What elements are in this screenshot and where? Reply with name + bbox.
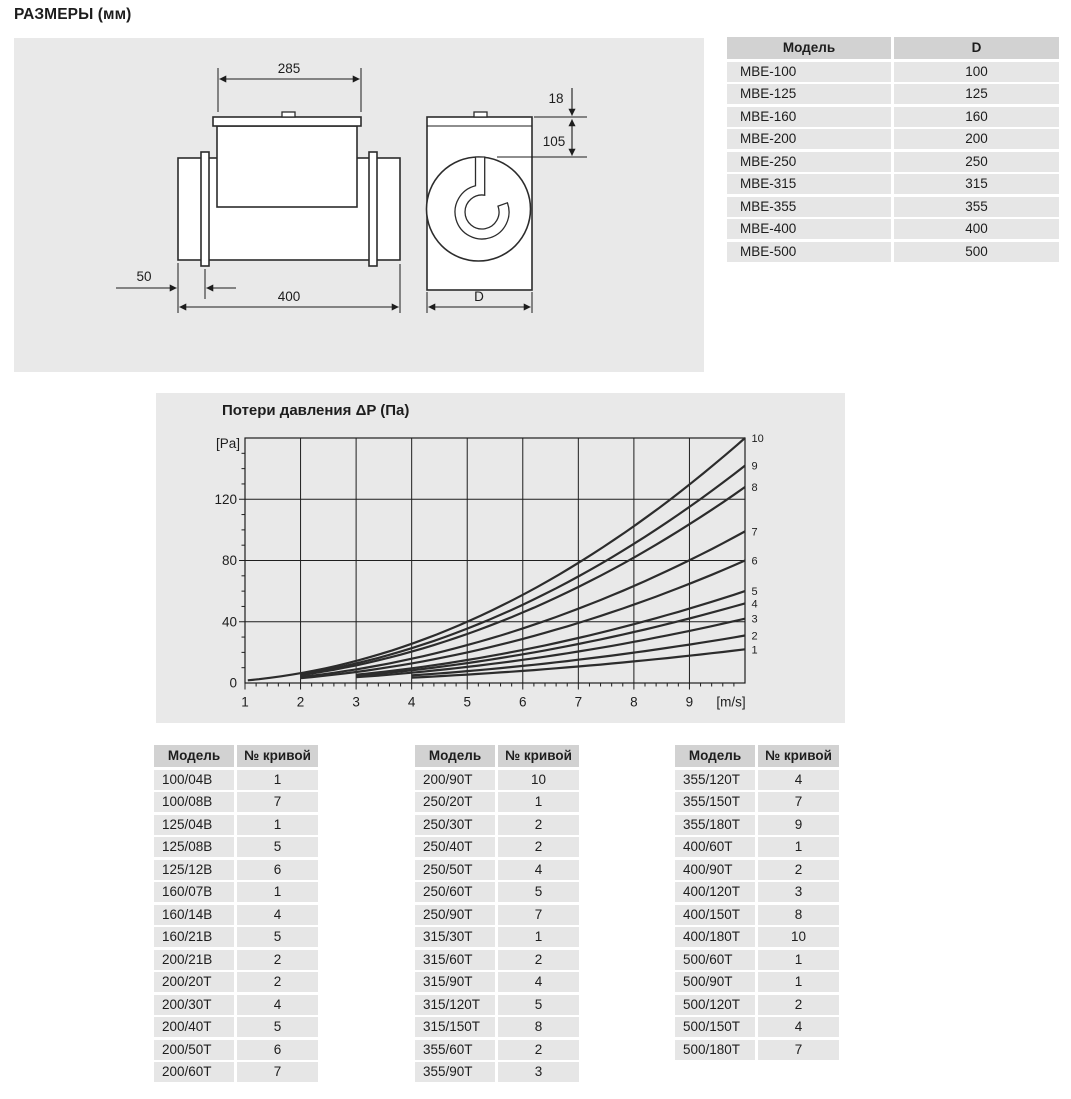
table-row — [675, 1017, 840, 1037]
lid-knob — [282, 112, 295, 117]
model-cell: 355/60Т — [415, 1040, 495, 1060]
column-header: № кривой — [498, 745, 579, 767]
model-cell: 200/21В — [154, 950, 234, 970]
curve-label-10: 10 — [751, 433, 764, 445]
value-cell: 1 — [237, 882, 318, 902]
value-cell: 400 — [894, 219, 1059, 239]
model-cell: 315/90Т — [415, 972, 495, 992]
value-cell: 1 — [498, 927, 579, 947]
value-cell: 355 — [894, 197, 1059, 217]
column-header: Модель — [675, 745, 755, 767]
value-cell: 2 — [498, 815, 579, 835]
value-cell: 1 — [758, 972, 839, 992]
model-cell: 400/150Т — [675, 905, 755, 925]
table-row — [675, 905, 840, 925]
table-row — [727, 84, 1059, 104]
curve-table-2 — [415, 745, 579, 1082]
model-cell: 160/14В — [154, 905, 234, 925]
column-header: Модель — [154, 745, 234, 767]
value-cell: 1 — [237, 815, 318, 835]
table-row — [675, 882, 840, 902]
model-cell: МВЕ-315 — [727, 174, 891, 194]
model-cell: 100/04В — [154, 770, 234, 790]
table-row — [415, 905, 579, 925]
table-row — [154, 815, 318, 835]
curve-label-8: 8 — [751, 482, 758, 494]
curve-label-1: 1 — [751, 644, 758, 657]
value-cell: 7 — [237, 1062, 318, 1082]
table-row — [675, 815, 840, 835]
value-cell: 200 — [894, 129, 1059, 149]
value-cell: 7 — [498, 905, 579, 925]
model-cell: 400/90Т — [675, 860, 755, 880]
model-cell: 355/150Т — [675, 792, 755, 812]
dimension-label-105: 105 — [542, 134, 566, 149]
dimension-label-285: 285 — [277, 61, 301, 76]
model-cell: 200/50Т — [154, 1040, 234, 1060]
model-cell: 315/60Т — [415, 950, 495, 970]
value-cell: 5 — [237, 837, 318, 857]
model-cell: 160/21В — [154, 927, 234, 947]
value-cell: 4 — [498, 860, 579, 880]
model-cell: 355/120Т — [675, 770, 755, 790]
table-row — [727, 152, 1059, 172]
table-header-row — [154, 745, 318, 767]
curve-label-5: 5 — [751, 586, 758, 599]
x-tick-label: 1 — [241, 694, 249, 710]
pressure-curve-10 — [248, 438, 745, 680]
value-cell: 10 — [498, 770, 579, 790]
dimension-label-50: 50 — [136, 269, 152, 284]
table-row — [727, 197, 1059, 217]
table-row — [415, 927, 579, 947]
y-tick-label: 80 — [221, 553, 237, 569]
model-cell: 500/120Т — [675, 995, 755, 1015]
chart-title: Потери давления ΔP (Па) — [222, 402, 410, 419]
x-axis-unit-label: [m/s] — [716, 694, 746, 710]
value-cell: 1 — [237, 770, 318, 790]
curve-label-4: 4 — [751, 598, 758, 611]
value-cell: 1 — [758, 950, 839, 970]
model-cell: 500/90Т — [675, 972, 755, 992]
x-tick-label: 7 — [574, 694, 583, 710]
value-cell: 250 — [894, 152, 1059, 172]
model-diameter-table — [727, 37, 1059, 262]
table-row — [154, 792, 318, 812]
dimension-label-18: 18 — [548, 91, 564, 106]
model-cell: 250/60Т — [415, 882, 495, 902]
y-tick-label: 0 — [229, 675, 237, 691]
model-cell: 315/30Т — [415, 927, 495, 947]
value-cell: 5 — [498, 995, 579, 1015]
table-row — [154, 972, 318, 992]
curve-label-7: 7 — [751, 526, 758, 539]
table-row — [154, 950, 318, 970]
table-row — [675, 770, 840, 790]
table-row — [415, 815, 579, 835]
table-row — [154, 837, 318, 857]
x-tick-label: 5 — [463, 694, 471, 710]
table-row — [675, 995, 840, 1015]
model-cell: 250/40Т — [415, 837, 495, 857]
value-cell: 2 — [498, 1040, 579, 1060]
model-cell: 100/08В — [154, 792, 234, 812]
value-cell: 6 — [237, 1040, 318, 1060]
model-cell: 400/120Т — [675, 882, 755, 902]
table-row — [154, 995, 318, 1015]
column-header: № кривой — [758, 745, 839, 767]
model-cell: МВЕ-500 — [727, 242, 891, 262]
x-tick-label: 9 — [685, 694, 694, 710]
model-cell: 125/12В — [154, 860, 234, 880]
table-row — [154, 860, 318, 880]
table-row — [415, 995, 579, 1015]
model-cell: 160/07В — [154, 882, 234, 902]
value-cell: 4 — [498, 972, 579, 992]
model-cell: МВЕ-400 — [727, 219, 891, 239]
model-cell: 125/08В — [154, 837, 234, 857]
value-cell: 2 — [237, 950, 318, 970]
curve-table-1 — [154, 745, 318, 1082]
value-cell: 315 — [894, 174, 1059, 194]
x-tick-label: 3 — [352, 694, 360, 710]
table-row — [415, 950, 579, 970]
value-cell: 2 — [758, 995, 839, 1015]
y-tick-label: 40 — [221, 614, 237, 630]
value-cell: 4 — [758, 1017, 839, 1037]
curve-table-3 — [675, 745, 840, 1060]
table-row — [727, 242, 1059, 262]
table-row — [415, 770, 579, 790]
x-tick-label: 6 — [519, 694, 527, 710]
model-cell: МВЕ-125 — [727, 84, 891, 104]
value-cell: 2 — [237, 972, 318, 992]
table-row — [675, 927, 840, 947]
table-row — [727, 219, 1059, 239]
table-row — [727, 129, 1059, 149]
model-cell: 200/20Т — [154, 972, 234, 992]
value-cell: 7 — [237, 792, 318, 812]
terminal-box — [217, 126, 357, 207]
value-cell: 5 — [498, 882, 579, 902]
table-header-row — [727, 37, 1059, 59]
table-row — [415, 882, 579, 902]
table-row — [154, 770, 318, 790]
value-cell: 2 — [498, 950, 579, 970]
model-cell: 200/30Т — [154, 995, 234, 1015]
flange-right — [369, 152, 377, 266]
value-cell: 125 — [894, 84, 1059, 104]
model-cell: 250/50Т — [415, 860, 495, 880]
value-cell: 2 — [758, 860, 839, 880]
x-tick-label: 4 — [407, 694, 416, 710]
value-cell: 7 — [758, 1040, 839, 1060]
value-cell: 4 — [237, 905, 318, 925]
front-lid-knob — [474, 112, 487, 117]
value-cell: 4 — [237, 995, 318, 1015]
page-title: РАЗМЕРЫ (мм) — [14, 6, 132, 23]
value-cell: 10 — [758, 927, 839, 947]
table-row — [675, 837, 840, 857]
value-cell: 2 — [498, 837, 579, 857]
table-row — [727, 174, 1059, 194]
table-row — [415, 860, 579, 880]
column-header: № кривой — [237, 745, 318, 767]
model-cell: 355/90Т — [415, 1062, 495, 1082]
table-row — [154, 905, 318, 925]
pressure-chart — [156, 393, 845, 723]
value-cell: 4 — [758, 770, 839, 790]
curve-label-2: 2 — [751, 630, 758, 643]
model-cell: 315/150Т — [415, 1017, 495, 1037]
value-cell: 3 — [758, 882, 839, 902]
model-cell: МВЕ-200 — [727, 129, 891, 149]
curve-label-9: 9 — [751, 460, 758, 473]
table-row — [727, 62, 1059, 82]
table-row — [154, 1062, 318, 1082]
column-header: Модель — [727, 37, 891, 59]
model-cell: МВЕ-160 — [727, 107, 891, 127]
y-axis-unit-label: [Pa] — [215, 436, 240, 451]
curve-label-6: 6 — [751, 555, 758, 568]
value-cell: 3 — [498, 1062, 579, 1082]
value-cell: 9 — [758, 815, 839, 835]
table-row — [415, 1062, 579, 1082]
value-cell: 8 — [498, 1017, 579, 1037]
dimension-label-400: 400 — [277, 289, 301, 304]
table-header-row — [415, 745, 579, 767]
value-cell: 100 — [894, 62, 1059, 82]
model-cell: 400/60Т — [675, 837, 755, 857]
table-row — [154, 1017, 318, 1037]
model-cell: 200/90Т — [415, 770, 495, 790]
model-cell: 500/150Т — [675, 1017, 755, 1037]
model-cell: 250/30Т — [415, 815, 495, 835]
model-cell: МВЕ-100 — [727, 62, 891, 82]
x-tick-label: 8 — [630, 694, 638, 710]
curve-label-3: 3 — [751, 613, 758, 626]
table-row — [415, 1017, 579, 1037]
value-cell: 500 — [894, 242, 1059, 262]
model-cell: 500/180Т — [675, 1040, 755, 1060]
dimensions-panel — [14, 38, 704, 372]
table-row — [415, 972, 579, 992]
value-cell: 7 — [758, 792, 839, 812]
dimensions-drawing — [14, 38, 704, 372]
table-row — [154, 882, 318, 902]
model-cell: 250/20Т — [415, 792, 495, 812]
value-cell: 1 — [758, 837, 839, 857]
table-row — [675, 1040, 840, 1060]
table-row — [154, 927, 318, 947]
table-header-row — [675, 745, 840, 767]
model-cell: 125/04В — [154, 815, 234, 835]
terminal-box-lid — [213, 117, 361, 126]
model-cell: 250/90Т — [415, 905, 495, 925]
table-row — [675, 950, 840, 970]
column-header: Модель — [415, 745, 495, 767]
model-cell: 400/180Т — [675, 927, 755, 947]
pressure-chart-panel — [156, 393, 845, 723]
flange-left — [201, 152, 209, 266]
value-cell: 6 — [237, 860, 318, 880]
table-row — [675, 860, 840, 880]
model-cell: МВЕ-355 — [727, 197, 891, 217]
column-header: D — [894, 37, 1059, 59]
table-row — [415, 837, 579, 857]
x-tick-label: 2 — [296, 694, 305, 710]
model-cell: МВЕ-250 — [727, 152, 891, 172]
model-cell: 355/180Т — [675, 815, 755, 835]
model-cell: 200/60Т — [154, 1062, 234, 1082]
y-tick-label: 120 — [214, 491, 237, 507]
model-cell: 315/120Т — [415, 995, 495, 1015]
value-cell: 160 — [894, 107, 1059, 127]
value-cell: 8 — [758, 905, 839, 925]
table-row — [675, 792, 840, 812]
table-row — [154, 1040, 318, 1060]
table-row — [415, 792, 579, 812]
model-cell: 200/40Т — [154, 1017, 234, 1037]
value-cell: 1 — [498, 792, 579, 812]
table-row — [675, 972, 840, 992]
value-cell: 5 — [237, 927, 318, 947]
value-cell: 5 — [237, 1017, 318, 1037]
table-row — [727, 107, 1059, 127]
dimension-label-d: D — [474, 289, 484, 304]
model-cell: 500/60Т — [675, 950, 755, 970]
table-row — [415, 1040, 579, 1060]
pressure-curve-4 — [356, 603, 745, 675]
